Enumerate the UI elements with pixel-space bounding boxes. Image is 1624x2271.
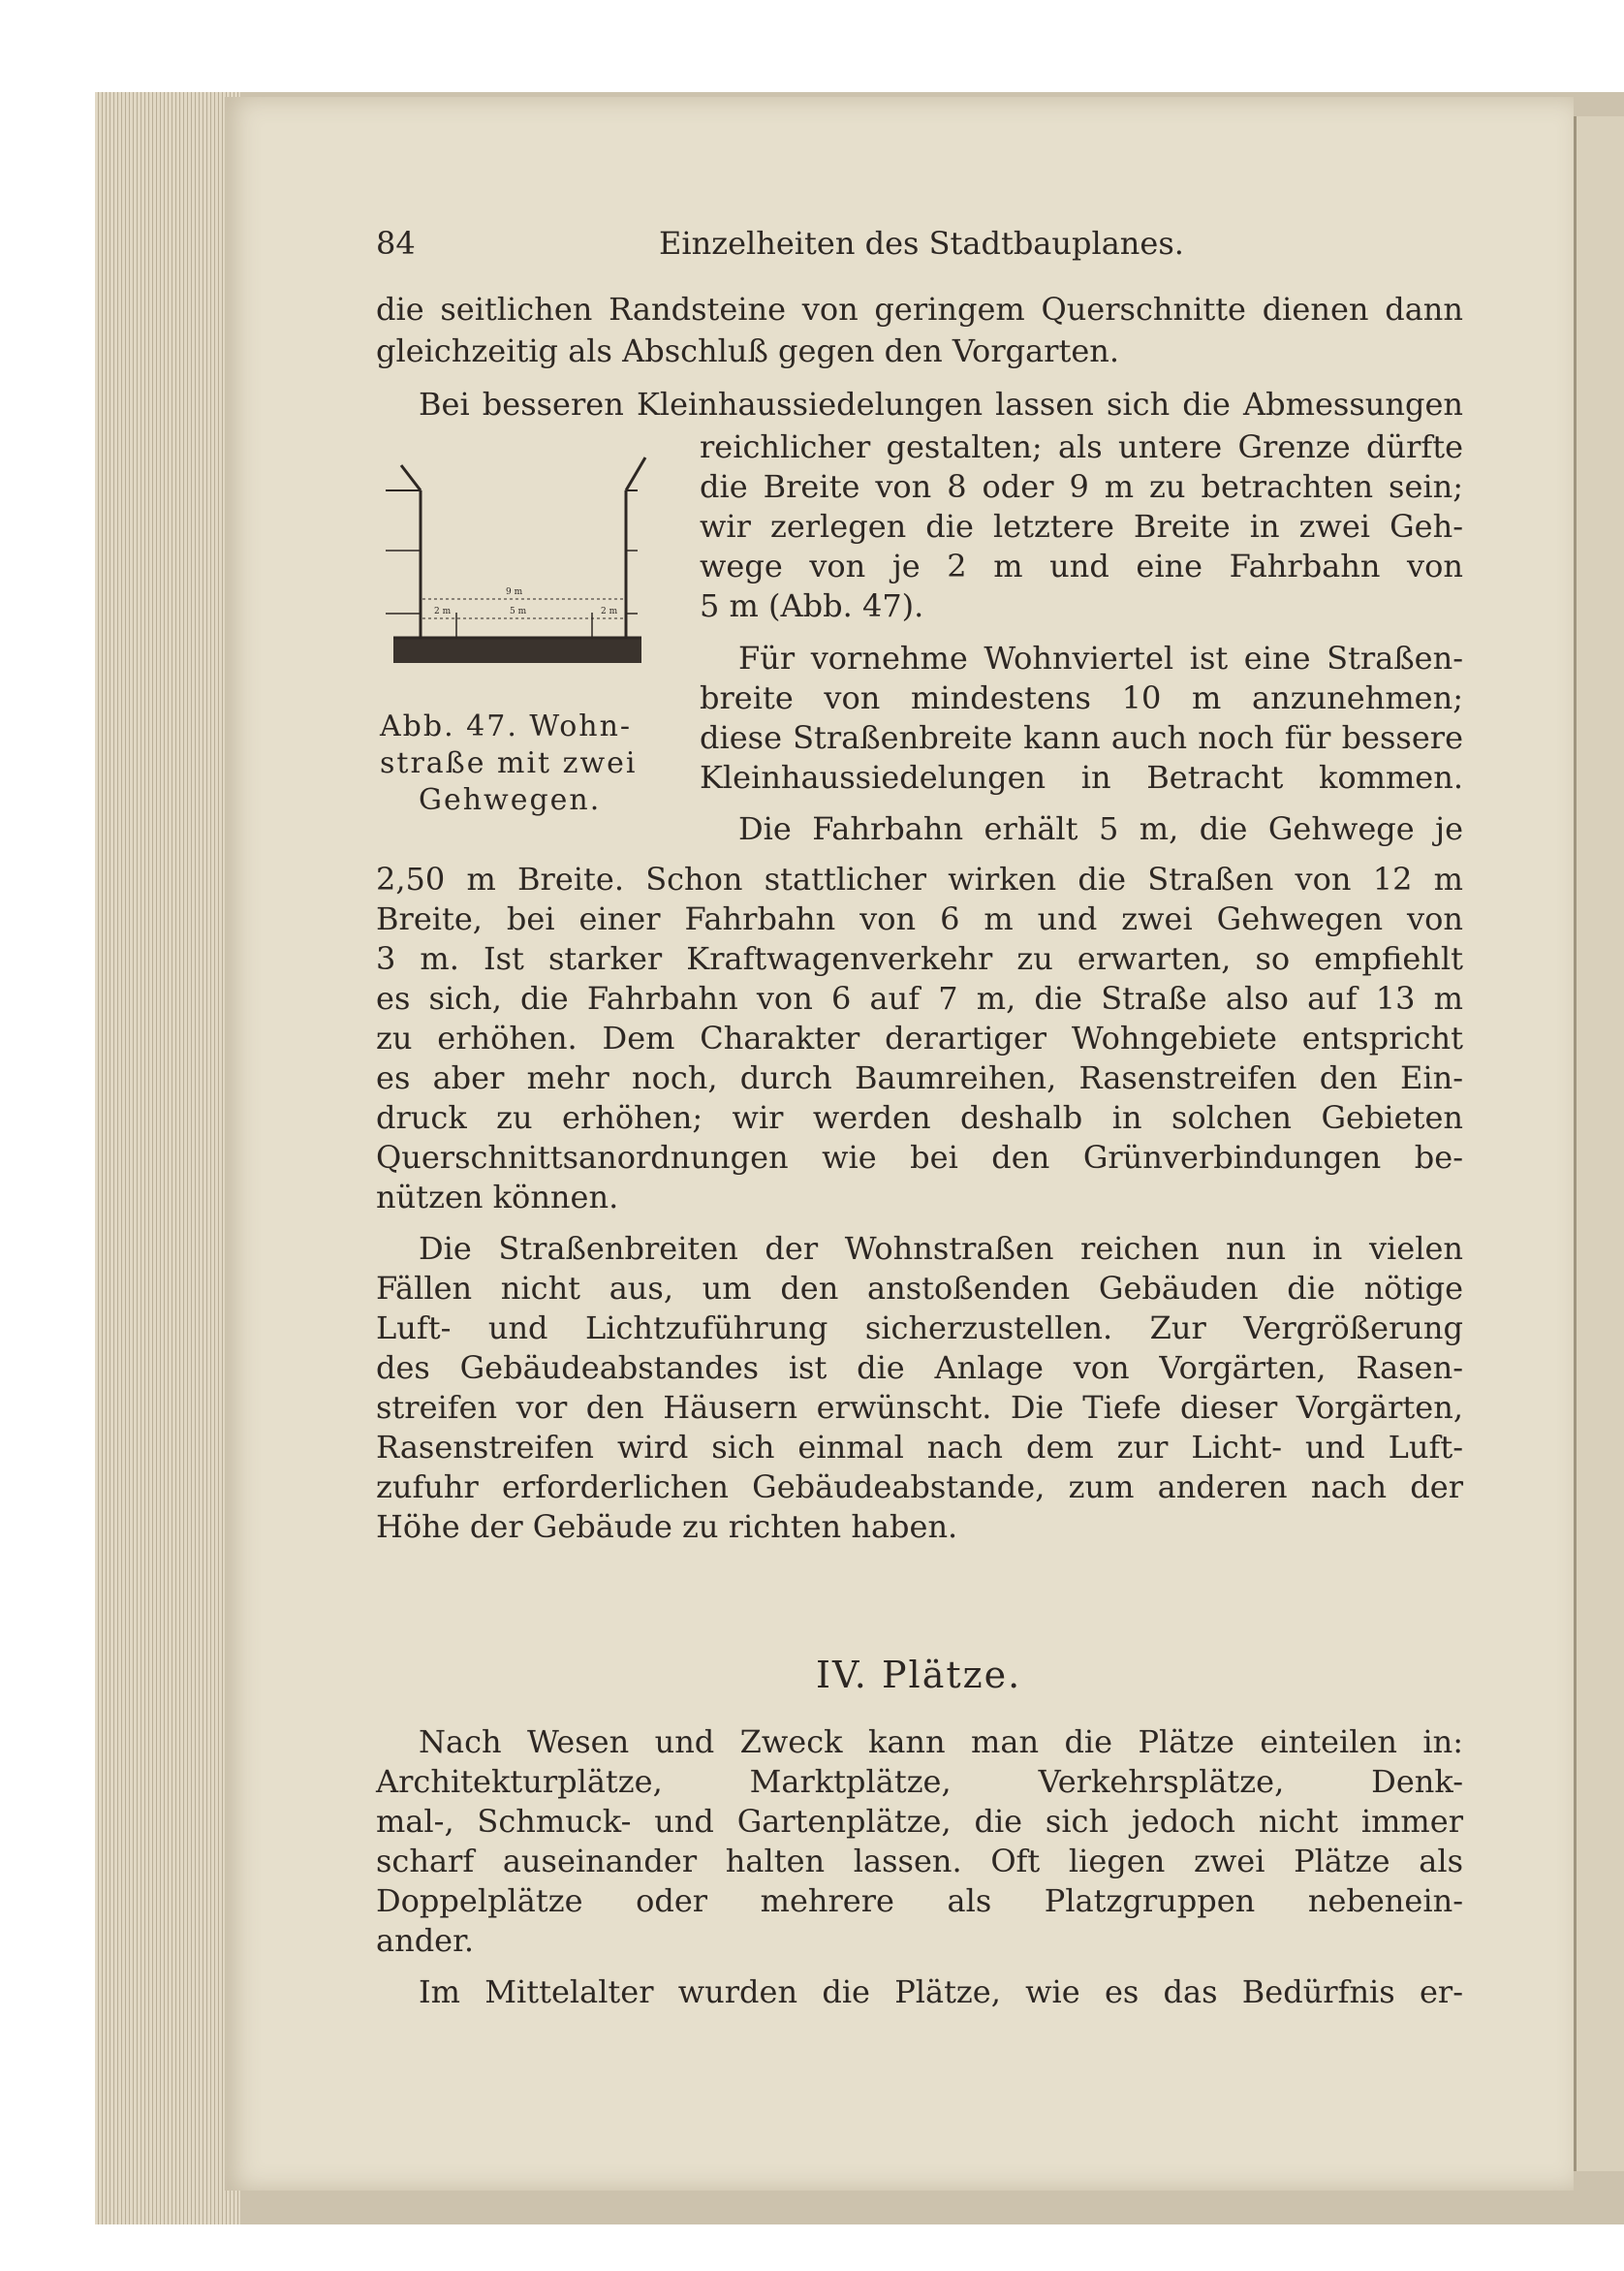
figure-caption-line: Abb. 47. Wohn- (380, 710, 633, 743)
figure-caption-line: Gehwegen. (419, 783, 602, 817)
figure-label-side-right: 2 m (601, 607, 618, 616)
text-line: Luft- und Lichtzuführung sicherzustellen. Zur Vergrößerung (376, 1309, 1463, 1346)
figure-label-total: 9 m (506, 587, 523, 597)
text-line: Im Mittelalter wurden die Plätze, wie es das Bedürfnis er- (419, 1973, 1463, 2010)
page-number: 84 (376, 225, 416, 262)
body-block-1 (376, 291, 1463, 423)
text-line: gleichzeitig als Abschluß gegen den Vorgarten. (376, 332, 1120, 369)
text-line: Bei besseren Kleinhaussiedelungen lassen sich die Abmessungen (419, 386, 1463, 423)
street-cross-section-figure (384, 444, 655, 677)
text-line: die Breite von 8 oder 9 m zu betrachten sein; (700, 468, 1463, 505)
page-edges (95, 92, 240, 2224)
wrap-text-block (700, 428, 1463, 855)
text-line: Höhe der Gebäude zu richten haben. (376, 1508, 958, 1545)
body-block-3 (376, 1723, 1463, 2014)
text-line: die seitlichen Randsteine von geringem Querschnitte dienen dann (376, 291, 1463, 328)
text-line: nützen können. (376, 1179, 619, 1215)
text-line: es sich, die Fahrbahn von 6 auf 7 m, die Straße also auf 13 m (376, 980, 1463, 1017)
text-line: Die Fahrbahn erhält 5 m, die Gehwege je (738, 810, 1463, 847)
text-line: Kleinhaussiedelungen in Betracht kommen. (700, 759, 1463, 796)
text-line: Doppelplätze oder mehrere als Platzgruppen nebenein- (376, 1882, 1463, 1919)
text-line: wir zerlegen die letztere Breite in zwei Geh- (700, 508, 1463, 545)
text-line: streifen vor den Häusern erwünscht. Die Tiefe dieser Vorgärten, (376, 1389, 1463, 1426)
running-title: Einzelheiten des Stadtbauplanes. (659, 225, 1184, 262)
text-line: Querschnittsanordnungen wie bei den Grünverbindungen be- (376, 1139, 1463, 1176)
figure-label-middle: 5 m (510, 607, 527, 616)
next-page-edge (1574, 116, 1624, 2171)
text-line: 2,50 m Breite. Schon stattlicher wirken die Straßen von 12 m (376, 861, 1463, 898)
text-line: breite von mindestens 10 m anzunehmen; (700, 679, 1463, 716)
text-line: es aber mehr noch, durch Baumreihen, Rasenstreifen den Ein- (376, 1059, 1463, 1096)
text-line: zu erhöhen. Dem Charakter derartiger Wohngebiete entspricht (376, 1020, 1463, 1057)
text-line: Für vornehme Wohnviertel ist eine Straßen- (738, 640, 1463, 677)
text-line: diese Straßenbreite kann auch noch für bessere (700, 719, 1463, 756)
text-line: 3 m. Ist starker Kraftwagenverkehr zu erwarten, so empfiehlt (376, 940, 1463, 977)
figure-caption-line: straße mit zwei (380, 746, 638, 780)
text-line: Nach Wesen und Zweck kann man die Plätze einteilen in: (419, 1723, 1463, 1760)
text-line: druck zu erhöhen; wir werden deshalb in solchen Gebieten (376, 1099, 1463, 1136)
text-line: mal-, Schmuck- und Gartenplätze, die sich jedoch nicht immer (376, 1803, 1463, 1840)
text-line: Architekturplätze, Marktplätze, Verkehrsplätze, Denk- (376, 1763, 1463, 1800)
text-line: zufuhr erforderlichen Gebäudeabstande, zum anderen nach der (376, 1468, 1463, 1505)
text-line: wege von je 2 m und eine Fahrbahn von (700, 548, 1463, 584)
text-line: scharf auseinander halten lassen. Oft liegen zwei Plätze als (376, 1843, 1463, 1879)
text-line: Rasenstreifen wird sich einmal nach dem zur Licht- und Luft- (376, 1429, 1463, 1466)
figure-label-side-left: 2 m (434, 607, 452, 616)
text-line: Die Straßenbreiten der Wohnstraßen reichen nun in vielen (419, 1230, 1463, 1267)
text-line: Breite, bei einer Fahrbahn von 6 m und zwei Gehwegen von (376, 900, 1463, 937)
section-heading: IV. Plätze. (816, 1654, 1022, 1696)
text-line: Fällen nicht aus, um den anstoßenden Gebäuden die nötige (376, 1270, 1463, 1307)
text-line: reichlicher gestalten; als untere Grenze dürfte (700, 428, 1463, 465)
text-line: des Gebäudeabstandes ist die Anlage von Vorgärten, Rasen- (376, 1349, 1463, 1386)
body-block-2 (376, 861, 1463, 1597)
text-line: 5 m (Abb. 47). (700, 587, 924, 624)
text-line: ander. (376, 1922, 475, 1959)
